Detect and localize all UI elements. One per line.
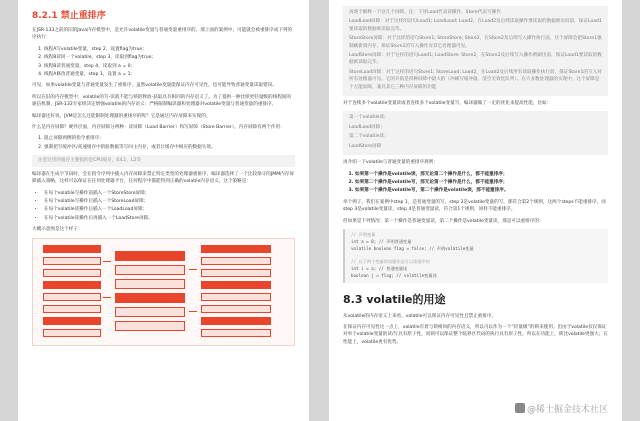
barrier-role-list <box>44 135 295 151</box>
optimization-example-line: LoadStore屏障 <box>349 143 382 149</box>
paragraph-volatile-use: 从volatile的内存语义上来看，volatile可以保证内存可见性且禁止重排序。 <box>343 313 497 319</box>
diagram-block <box>115 321 185 331</box>
diagram-block <box>201 269 271 277</box>
strategy-item: • 在每个volatile读操作后再插入一个LoadStore屏障。 <box>44 215 295 222</box>
barrier-explanation-block <box>343 6 608 96</box>
cache-note: 注意这里的缓存主要指的是CPU缓存，如L1，L2等 <box>32 155 295 166</box>
diagram-block <box>201 329 271 337</box>
strategy-item: • 在每个volatile读操作后插入一个LoadLoad屏障； <box>44 206 295 213</box>
reorder-rule-item: 1. 如果第一个操作是volatile读，那无论第二个操作是什么，都不能重排序； <box>355 171 608 178</box>
chapter-title: 8.3 volatile的用途 <box>343 292 446 306</box>
paragraph-optimization: 对于连续多个volatile变量读或者连续多个volatile变量写，编译器做了一定的优化来提高性能，比如： <box>343 101 552 107</box>
diagram-block <box>43 257 101 265</box>
watermark-text: @稀土掘金技术社区 <box>526 405 608 415</box>
diagram-block <box>43 245 101 253</box>
diagram-block <box>43 293 101 301</box>
barrier-explanation-item: StoreStore屏障：对于这样的语句Store1; StoreStore; Store2，在Store2及后续写入操作执行前，这个屏障会把Store1强制刷新到内存，保证Store1的写入操作对其它处理器可见。 <box>349 36 602 49</box>
paragraph-insert-strategy: 编译器在生成字节码时，会在指令序列中插入内存屏障来禁止特定类型的处理器重排序。编译器选择了一个比较保守的JMM内存屏障插入策略，这样可以保证在任何处理器平台，任何程序中都能得到正确的volatile内存语义。这个策略是： <box>32 171 294 185</box>
code-line: int i = a; // 普通变量读 <box>351 265 408 271</box>
code-block <box>343 229 608 283</box>
juejin-logo-icon <box>515 403 525 413</box>
strategy-item: • 在每个volatile写操作后插入一个StoreLoad屏障； <box>44 198 295 205</box>
code-line: boolean j = flag; // volatile变量读 <box>351 272 437 278</box>
diagram-block <box>201 305 271 313</box>
optimization-example-line: 第二个volatile读； <box>349 134 389 140</box>
barrier-role-item: 1. 阻止屏障两侧的指令重排序； <box>44 135 295 142</box>
barrier-explanation-item: StoreLoad屏障：对于这样的语句Store1; StoreLoad; Load2，在Load2及后续所有读取操作执行前，保证Store1的写入对所有处理器可见。它的开销是四种屏障中最大的（冲刷写缓冲器，清空无效化队列）。在大多数处理器的实现中，这个屏障是个万能屏障，兼具其它三种内存屏障的功能 <box>349 69 602 90</box>
step-item: 4. 线程A修改普通变量，step 1，设置 a = 1； <box>44 71 295 78</box>
diagram-block <box>115 265 185 275</box>
strategy-list <box>44 190 295 223</box>
barrier-role-item: 2. 强制把写缓冲区/高速缓存中的脏数据等写回主内存，或者让缓存中相应的数据失效。 <box>44 144 295 151</box>
paragraph-what-is-barrier: 什么是内存屏障？硬件层面，内存屏障分两种：读屏障（Load Barrier）和写屏障（Store Barrier）。内存屏障有两个作用： <box>32 125 285 131</box>
paragraph-jvm-barrier: 编译器还好说，JVM是怎么还能限制处理器的重排序的呢？它是通过内存屏障来实现的。 <box>32 113 211 119</box>
paragraph-rule-example: 举个例子，我们在案例中step 1，是普通变量的写，step 2是volatile变量的写，那符合第2个规则，这两个steps不能重排序。而step 3是volatile变量读，step 4是普通变量读，符合第1个规则，同样不能重排序。 <box>343 199 606 213</box>
diagram-block <box>201 257 271 265</box>
diagram-block <box>115 251 185 261</box>
diagram-arrow <box>103 261 111 262</box>
optimization-example-line: 第一个volatile读; <box>349 115 386 121</box>
code-line: volatile boolean flag = false; // 声明volatile变量 <box>351 245 474 251</box>
paragraph-allowed-reorder: 但如果是下列情况：第一个操作是普通变量读，第二个操作是volatile变量读，那是可以重排序的： <box>343 218 544 224</box>
diagram-block <box>201 293 271 301</box>
diagram-block <box>115 279 185 289</box>
step-list <box>44 46 295 79</box>
diagram-arrow <box>189 311 197 312</box>
barrier-explanation-intro: 再逐个解释一下这几个屏障。注：下述Load代表读操作，Store代表写操作 <box>349 10 501 15</box>
code-line: int a = 0; // 声明普通变量 <box>351 238 412 244</box>
intro-paragraph: 在JSR-133之前的旧的Java内存模型中，是允许volatile变量与普通变量重排序的。那上面的案例中，可能就会被重排序成下列的序执行： <box>32 28 293 41</box>
reorder-rule-item: 3. 如果第一个操作是volatile写，第二个操作是volatile读，那不能重排序。 <box>355 187 608 194</box>
paragraph-reorder-effect: 可见，如果volatile变量与普通变量发生了重排序，虽然volatile变量能保证内存可见性，也可能导致普通变量读取错误。 <box>32 83 277 89</box>
step-item: 3. 线程B读普通变量，step 4，读取到 a = 0； <box>44 63 295 70</box>
left-page-content <box>18 0 309 346</box>
paragraph-jsr133: 所以在旧的内存模型中，volatile的写-读就不能与锁的释放-获取具有相同的内存语义了。为了提供一种比锁更轻量级的线程间的通信机制，JSR-133专家组决定增强volatile的内存语义：严格限制编译器和处理器对volatile变量与普通变量的重排序。 <box>32 94 291 108</box>
diagram-block <box>115 293 185 303</box>
diagram-block <box>43 329 101 337</box>
diagram-block <box>201 281 271 289</box>
diagram-caption: 大概示意图是这个样子： <box>32 227 83 233</box>
barrier-explanation-item: LoadLoad屏障：对于这样的语句Load1; LoadLoad; Load2，在Load2及后续读取操作要读取的数据被访问前，保证Load1要读取的数据被读取完毕。 <box>349 19 602 32</box>
step-item: 2. 线程B读同一个volatile，step 3，读取到flag为true； <box>44 54 295 61</box>
diagram-block <box>43 281 101 289</box>
strategy-item: • 在每个volatile写操作前插入一个StoreStore屏障； <box>44 190 295 197</box>
diagram-block <box>43 269 101 277</box>
left-page <box>18 0 309 421</box>
diagram-block <box>43 305 101 313</box>
diagram-block <box>201 245 271 253</box>
diagram-arrow <box>103 297 111 298</box>
optimization-example-line: LoadLoad屏障； <box>349 124 385 130</box>
right-page-content <box>329 0 622 346</box>
paragraph-volatile-vs-lock: 在保证内存可见性这一点上，volatile有着与锁相同的内存语义，所以可以作为一个“轻量级”的锁来使用。但由于volatile仅仅保证对单个volatile变量的读/写具有原子性，而锁可以保证整个临界区代码的执行具有原子性。所以在功能上，锁比volatile更强大；在性能上，volatile更有优势。 <box>343 324 608 345</box>
barrier-explanation-item: LoadStore屏障：对于这样的语句Load1; LoadStore; Store2，在Store2及后续写入操作被刷出前，保证Load1要读取的数据被读取完毕。 <box>349 53 602 66</box>
diagram-block <box>201 317 271 325</box>
optimization-example-block <box>343 111 608 155</box>
paragraph-rules-intro: 再介绍一下volatile与普通变量的重排序规则： <box>343 160 438 166</box>
reorder-rule-list <box>355 171 608 195</box>
right-page <box>329 0 622 421</box>
section-title: 8.2.1 禁止重排序 <box>32 11 106 21</box>
barrier-diagram <box>32 238 295 346</box>
diagram-arrow <box>189 269 197 270</box>
diagram-block <box>115 307 185 317</box>
reorder-rule-item: 2. 如果第二个操作是volatile写，那无论第一个操作是什么，都不能重排序； <box>355 179 608 186</box>
diagram-block <box>43 317 101 325</box>
code-line: // 声明变量 <box>351 231 376 237</box>
step-item: 1. 线程A写volatile变量，step 2，设置flag为true； <box>44 46 295 53</box>
code-line: // 以下两个变量的读操作是可以重排序的 <box>351 259 430 265</box>
watermark <box>515 402 608 415</box>
